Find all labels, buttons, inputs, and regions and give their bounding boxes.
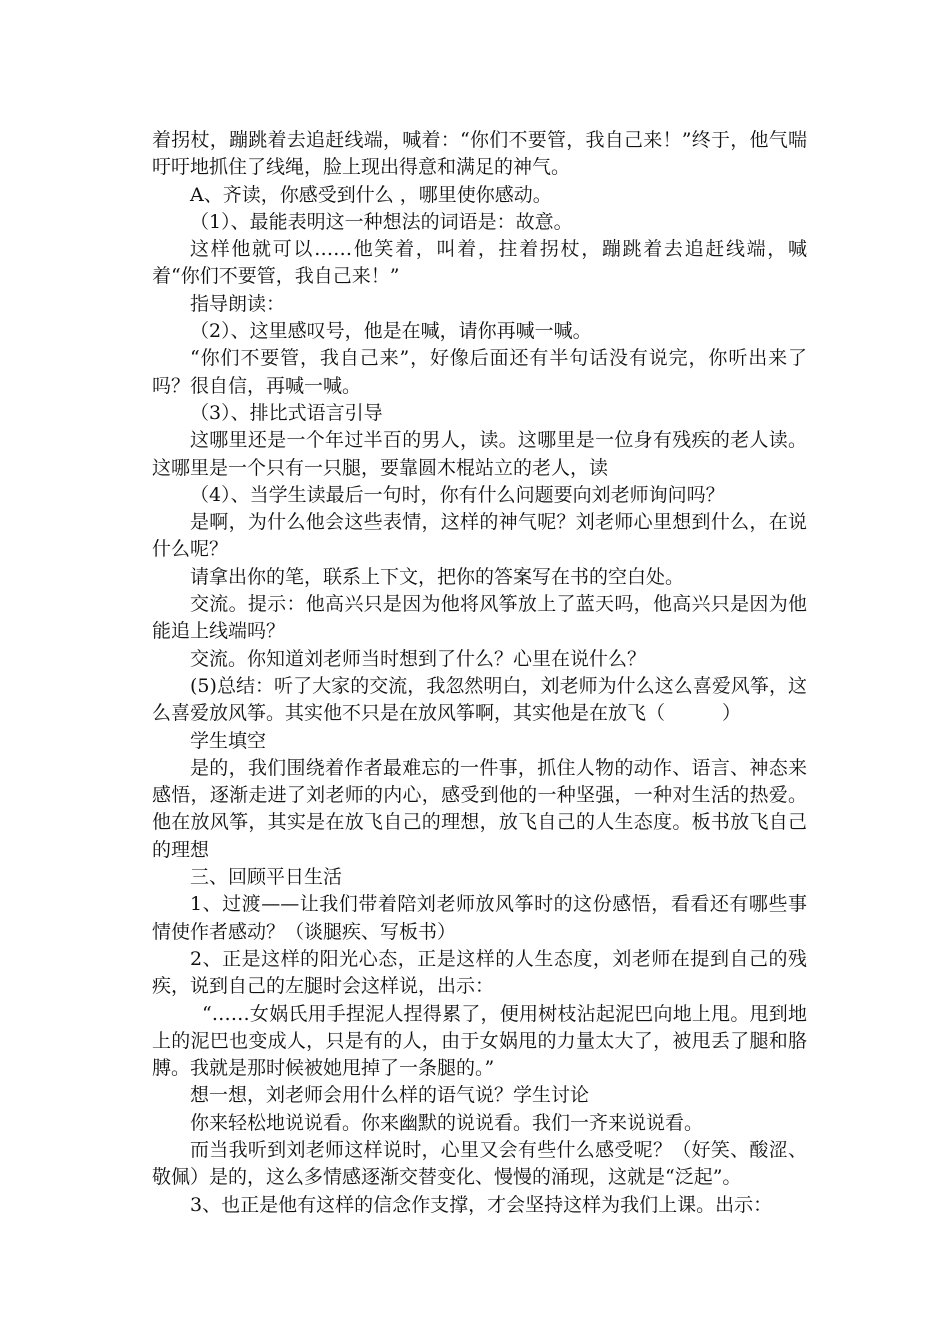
paragraph: (5)总结：听了大家的交流，我忽然明白，刘老师为什么这么喜爱风筝，这么喜爱放风筝。其实他不只是在放风筝啊，其实他是在放飞（ ） [152,674,807,725]
paragraph: （1）、最能表明这一种想法的词语是：故意。 [190,210,573,233]
paragraph: 着拐杖，蹦跳着去追赶线端，喊着：“你们不要管，我自己来！”终于，他气喘吁吁地抓住了线绳，脸上现出得意和满足的神气。 [152,129,807,179]
paragraph: 这样他就可以……他笑着，叫着，拄着拐杖，蹦跳着去追赶线端，喊着“你们不要管，我自己来！” [152,238,807,288]
paragraph: 交流。提示：他高兴只是因为他将风筝放上了蓝天吗，他高兴只是因为他能追上线端吗？ [152,593,807,643]
paragraph: 这哪里还是一个年过半百的男人，读。这哪里是一位身有残疾的老人读。这哪里是一个只有一只腿，要靠圆木棍站立的老人，读 [152,429,807,479]
paragraph: A、齐读，你感受到什么 ，哪里使你感动。 [190,183,552,206]
paragraph: （2）、这里感叹号，他是在喊，请你再喊一喊。 [190,320,592,343]
paragraph: 而当我听到刘老师这样说时，心里又会有些什么感受呢？（好笑、酸涩、敬佩）是的，这么多情感逐渐交替变化、慢慢的涌现，这就是“泛起”。 [152,1138,807,1189]
section-heading: 三、回顾平日生活 [190,866,343,889]
paragraph: 想一想，刘老师会用什么样的语气说？学生讨论 [190,1084,590,1107]
paragraph: 是的，我们围绕着作者最难忘的一件事，抓住人物的动作、语言、神态来感悟，逐渐走进了刘老师的内心，感受到他的一种坚强，一种对生活的热爱。他在放风筝，其实是在放飞自己的理想，放飞自己的人生态度。板书放飞自己的理想 [152,756,807,861]
paragraph: 指导朗读： [190,292,286,315]
paragraph: 交流。你知道刘老师当时想到了什么？心里在说什么？ [190,647,647,670]
paragraph: 3、也正是他有这样的信念作支撑，才会坚持这样为我们上课。出示： [190,1193,773,1216]
quoted-passage: “……女娲氏用手捏泥人捏得累了，便用树枝沾起泥巴向地上甩。甩到地上的泥巴也变成人，只是有的人，由于女娲甩的力量太大了，被甩丢了腿和胳膊。我就是那时候被她甩掉了一条腿的。” [152,1002,807,1080]
document-body [152,127,807,1219]
paragraph: （3）、排比式语言引导 [190,401,383,424]
paragraph: 学生填空 [190,729,267,752]
paragraph: 请拿出你的笔，联系上下文，把你的答案写在书的空白处。 [190,565,685,588]
paragraph: 是啊，为什么他会这些表情，这样的神气呢？刘老师心里想到什么，在说什么呢？ [152,511,807,561]
paragraph: 你来轻松地说说看。你来幽默的说说看。我们一齐来说说看。 [190,1111,704,1134]
paragraph: 2、正是这样的阳光心态，正是这样的人生态度，刘老师在提到自己的残疾，说到自己的左腿时会这样说，出示： [152,947,807,998]
paragraph: （4）、当学生读最后一句时，你有什么问题要向刘老师询问吗？ [190,483,725,506]
paragraph: “你们不要管，我自己来”，好像后面还有半句话没有说完，你听出来了吗？很自信，再喊一喊。 [152,347,807,397]
paragraph: 1、过渡——让我们带着陪刘老师放风筝时的这份感悟，看看还有哪些事情使作者感动？（谈腿疾、写板书） [152,893,807,943]
